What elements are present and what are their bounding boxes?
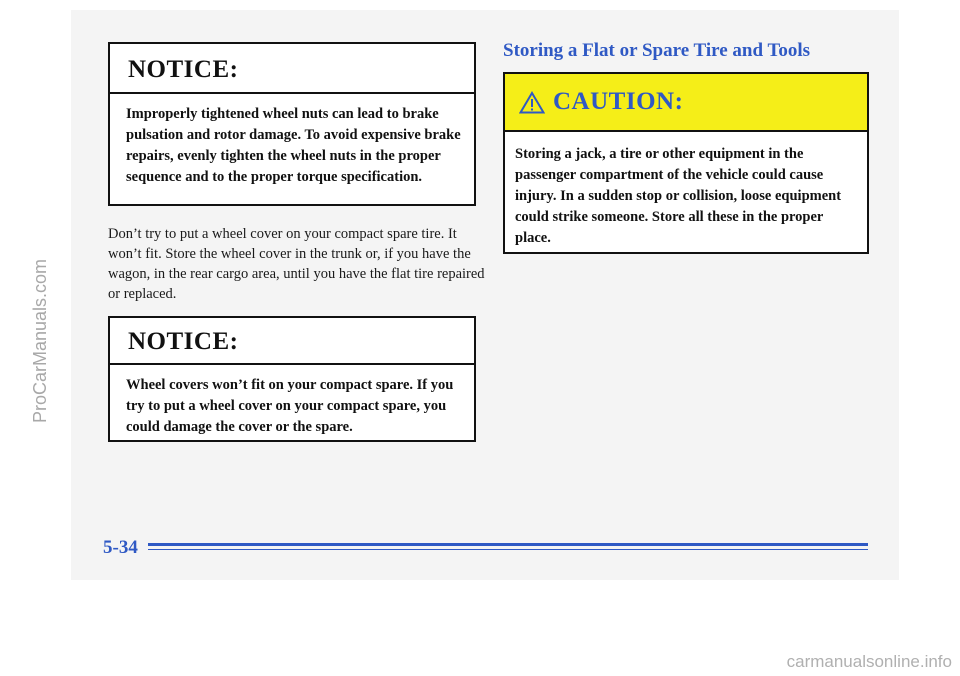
warning-triangle-icon (519, 91, 545, 114)
notice-box-wheel-covers (108, 316, 476, 442)
caution-heading: CAUTION: (553, 88, 684, 115)
notice-heading: NOTICE: (110, 318, 474, 365)
caution-header (505, 74, 867, 132)
footer-url: carmanualsonline.info (786, 652, 952, 671)
side-watermark: ProCarManuals.com (30, 258, 50, 423)
caution-box (503, 72, 869, 254)
section-title: Storing a Flat or Spare Tire and Tools (503, 40, 811, 61)
caution-text: Storing a jack, a tire or other equipment in the passenger compartment of the vehicle could cause injury. In a sudden stop or collision, loose equipment could strike someone. Store all these in the proper place. (515, 146, 842, 246)
footer-rule (148, 543, 868, 546)
wheel-cover-paragraph: Don’t try to put a wheel cover on your compact spare tire. It won’t fit. Store the wheel cover in the trunk or, if you have the wagon, in the rear cargo area, until you have the flat tire repaired or replaced. (108, 226, 485, 302)
notice-box-wheel-nuts (108, 42, 476, 206)
notice-text: Wheel covers won’t fit on your compact spare. If you try to put a wheel cover on your compact spare, you could damage the cover or the spare. (126, 377, 454, 435)
notice-heading: NOTICE: (110, 44, 474, 94)
page-number: 5-34 (103, 537, 138, 558)
footer-rule-thin (148, 549, 868, 550)
notice-text: Improperly tightened wheel nuts can lead to brake pulsation and rotor damage. To avoid expensive brake repairs, evenly tighten the wheel nuts in the proper sequence and to the proper torque specification. (126, 106, 461, 185)
